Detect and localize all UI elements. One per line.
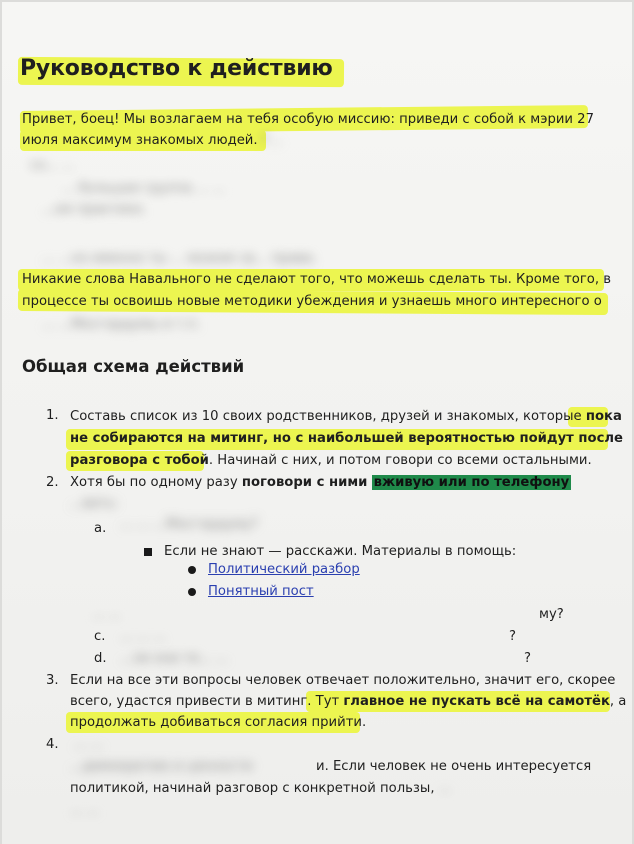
item-1-bold-3: разговора с тобой	[70, 453, 209, 468]
item-1-number: 1.	[46, 408, 59, 423]
item-2-number: 2.	[46, 475, 59, 490]
political-analysis-link[interactable]: Политический разбор	[208, 562, 360, 577]
intro-line-2-redacted: Г...	[261, 133, 283, 148]
item-1-text: Составь список из 10 своих родственников, друзей и знакомых, которые	[70, 409, 582, 424]
item-3-text-c: , а	[609, 694, 627, 709]
item-1-line-1	[70, 408, 622, 426]
para2-line-3: процессе ты освоишь новые методики убеждения и узнаешь много интересного о	[22, 294, 602, 309]
intro-redacted-5: ...ом практике.	[42, 202, 147, 217]
sub-b-line	[92, 606, 121, 624]
page-title: Руководство к действию	[20, 56, 333, 81]
para2-line-2: Никакие слова Навального не сделают того, что можешь сделать ты. Кроме того, в	[22, 272, 611, 287]
document-page	[2, 2, 632, 844]
item-4-line-3	[70, 780, 451, 798]
sub-c-marker: c.	[94, 629, 106, 644]
item-4-line-2	[70, 758, 252, 776]
item-2-pre: Хотя бы по одному разу	[70, 475, 238, 490]
bullet-2	[188, 588, 196, 596]
section-title: Общая схема действий	[22, 357, 245, 376]
item-4-redacted-4: ... ...	[70, 803, 100, 818]
sub-d-redacted: ...ли они те... ...	[120, 651, 229, 666]
sub-a-redacted: ... ... ...Мосгордуму?	[120, 517, 258, 532]
item-4-number: 4.	[46, 737, 59, 752]
item-3-text-b: Тут	[315, 694, 340, 709]
item-2-green-highlight: вживую или по телефону	[373, 475, 570, 490]
item-4-redacted-2: ...демократию и ценности	[70, 759, 253, 774]
intro-redacted-4: ... большая группа ... ...	[62, 181, 226, 196]
para2-redacted-4: ... ...Мосгордумы и т.п.	[42, 317, 201, 332]
intro-line-1: Привет, боец! Мы возлагаем на тебя особую миссию: приведи с собой к мэрии 27	[22, 112, 594, 127]
item-1-rest: . Начинай с них, и потом говори со всеми остальными.	[208, 453, 592, 468]
item-1-bold-1: пока	[585, 409, 622, 424]
link-1-wrap	[208, 561, 360, 579]
intro-line-2	[22, 132, 282, 150]
item-2-redacted: ...вать:	[70, 496, 119, 511]
sub-b-tail: му?	[539, 607, 564, 622]
item-2-bold: поговори с ними	[241, 475, 368, 490]
sub-b-redacted: ... ...	[92, 607, 122, 622]
item-3-number: 3.	[46, 673, 59, 688]
intro-line-2-text: июля максимум знакомых людей.	[22, 133, 258, 148]
item-4-redacted-1: ... ...	[74, 737, 104, 752]
square-bullet	[144, 548, 152, 556]
sub-c-tail: ?	[509, 629, 516, 644]
item-3-line-2	[70, 693, 626, 711]
sub-d-tail: ?	[524, 651, 531, 666]
sub-a-marker: a.	[94, 521, 107, 536]
link-2-wrap	[208, 583, 314, 601]
item-4-text-3: политикой, начинай разговор с конкретной пользы,	[70, 781, 435, 796]
para2-redacted-1: ... ...но именно ты ... можем за... права.	[42, 251, 317, 266]
item-2-line-1	[70, 474, 571, 492]
item-4-line-2-tail: и. Если человек не очень интересуется	[316, 759, 592, 774]
square-item-text: Если не знают — расскажи. Материалы в помощь:	[164, 544, 517, 559]
item-1-line-2: не собираются на митинг, но с наибольшей вероятностью пойдут после	[70, 431, 623, 446]
item-3-bold: главное не пускать всё на самотёк	[343, 694, 610, 709]
item-3-line-3: продолжать добиваться согласия прийти.	[70, 715, 367, 730]
sub-c-redacted: ... ... ...	[120, 629, 167, 644]
intro-redacted-3: со... ...	[30, 158, 75, 173]
clear-post-link[interactable]: Понятный пост	[208, 584, 314, 599]
bullet-1	[188, 566, 196, 574]
item-3-line-1: Если на все эти вопросы человек отвечает положительно, значит его, скорее	[70, 673, 616, 688]
sub-d-marker: d.	[94, 651, 107, 666]
item-4-redacted-3: ...	[438, 781, 452, 796]
item-3-text-a: всего, удастся привести в митинг.	[70, 694, 312, 709]
item-1-line-3	[70, 452, 592, 470]
